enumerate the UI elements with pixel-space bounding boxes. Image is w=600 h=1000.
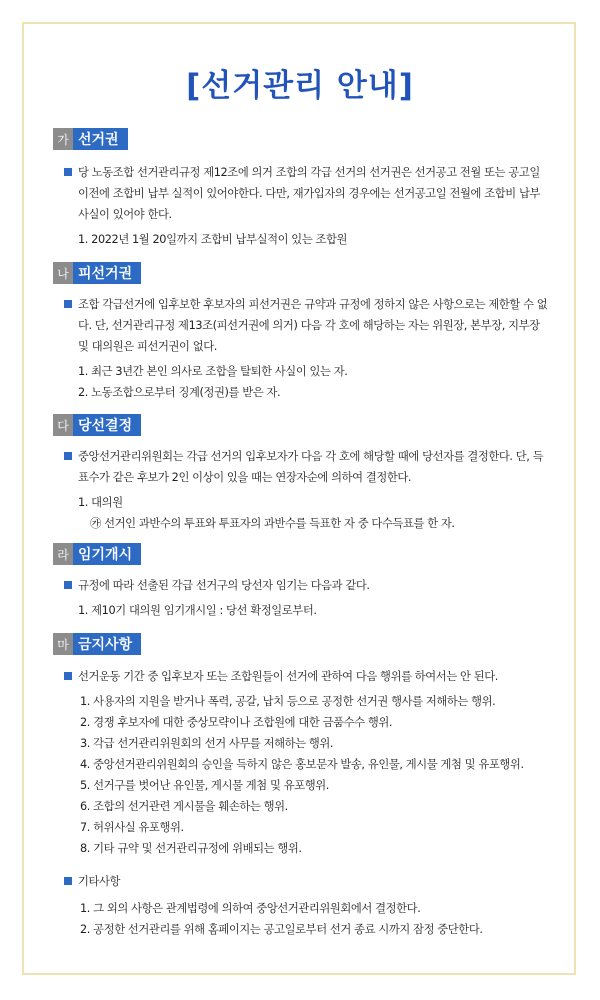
- item-list: [64, 492, 552, 534]
- section-letter: 가: [53, 128, 73, 150]
- section-title: 피선거권: [73, 262, 141, 284]
- list-item: 2. 노동조합으로부터 징계(정권)를 받은 자.: [78, 386, 281, 399]
- list-item: 7. 허위사실 유포행위.: [80, 821, 184, 834]
- section-header-candidacy-right: [53, 262, 141, 284]
- section-body-voting-right: [64, 162, 552, 250]
- section-letter: 나: [53, 262, 73, 284]
- bullet-text: 조합 각급선거에 입후보한 후보자의 피선거권은 규약과 규정에 정하지 않은 사항으로는 제한할 수 없다. 단, 선거관리규정 제13조(피선거권에 의거) 다음 각 호에 해당하는 자는 위원장, 본부장, 지부장 및 대의원은 피선거권이 없다.: [64, 294, 552, 357]
- list-item: 4. 중앙선거관리위원회의 승인을 득하지 않은 홍보문자 발송, 유인물, 게시물 게첨 및 유포행위.: [80, 758, 524, 771]
- section-letter: 다: [53, 414, 73, 436]
- list-item: 1. 2022년 1월 20일까지 조합비 납부실적이 있는 조합원: [78, 233, 348, 246]
- list-item: 2. 경쟁 후보자에 대한 중상모략이나 조합원에 대한 금품수수 행위.: [80, 716, 393, 729]
- item-list: [64, 691, 552, 859]
- section-header-voting-right: [53, 128, 128, 150]
- section-body-election-decision: [64, 446, 552, 534]
- section-letter: 라: [53, 543, 73, 565]
- section-body-prohibitions: [64, 666, 552, 940]
- section-body-term-start: [64, 575, 552, 621]
- list-item: 1. 제10기 대의원 임기개시일 : 당선 확정일로부터.: [78, 604, 317, 617]
- list-item: 6. 조합의 선거관련 게시물을 훼손하는 행위.: [80, 800, 288, 813]
- list-item: 1. 그 외의 사항은 관계법령에 의하여 중앙선거관리위원회에서 결정한다.: [80, 902, 421, 915]
- page-title: [선거관리 안내]: [186, 68, 414, 104]
- list-item: 2. 공정한 선거관리를 위해 홈페이지는 공고일로부터 선거 종료 시까지 잠정 중단한다.: [80, 923, 483, 936]
- section-header-term-start: [53, 543, 141, 565]
- list-item: 1. 사용자의 지원을 받거나 폭력, 공갈, 납치 등으로 공정한 선거권 행사를 저해하는 행위.: [80, 695, 496, 708]
- section-header-election-decision: [53, 414, 141, 436]
- section-title: 선거권: [73, 128, 128, 150]
- section-title: 임기개시: [73, 543, 141, 565]
- item-list: [64, 600, 552, 621]
- bullet-text-misc: 기타사항: [64, 871, 552, 892]
- bullet-text: 선거운동 기간 중 입후보자 또는 조합원들이 선거에 관하여 다음 행위를 하여서는 안 된다.: [64, 666, 552, 687]
- section-title: 당선결정: [73, 414, 141, 436]
- bullet-text: 규정에 따라 선출된 각급 선거구의 당선자 임기는 다음과 같다.: [64, 575, 552, 596]
- list-item: 5. 선거구를 벗어난 유인물, 게시물 게첨 및 유포행위.: [80, 779, 329, 792]
- bullet-text: 당 노동조합 선거관리규정 제12조에 의거 조합의 각급 선거의 선거권은 선거공고 전월 또는 공고일 이전에 조합비 납부 실적이 있어야한다. 다만, 재가입자의 경우에는 선거공고일 전월에 조합비 납부 사실이 있어야 한다.: [64, 162, 552, 225]
- section-title: 금지사항: [73, 633, 141, 655]
- sub-list-item: ㉮ 선거인 과반수의 투표와 투표자의 과반수를 득표한 자 중 다수득표를 한 자.: [90, 517, 455, 530]
- bullet-text: 중앙선거관리위원회는 각급 선거의 입후보자가 다음 각 호에 해당할 때에 당선자를 결정한다. 단, 득표수가 같은 후보가 2인 이상이 있을 때는 연장자순에 의하여 결정한다.: [64, 446, 552, 488]
- section-letter: 마: [53, 633, 73, 655]
- section-header-prohibitions: [53, 633, 141, 655]
- list-item: 1. 대의원: [78, 496, 123, 509]
- list-item: 1. 최근 3년간 본인 의사로 조합을 탈퇴한 사실이 있는 자.: [78, 365, 348, 378]
- section-body-candidacy-right: [64, 294, 552, 403]
- list-item: 3. 각급 선거관리위원회의 선거 사무를 저해하는 행위.: [80, 737, 334, 750]
- item-list-misc: [64, 898, 552, 940]
- item-list: [64, 361, 552, 403]
- item-list: [64, 229, 552, 250]
- list-item: 8. 기타 규약 및 선거관리규정에 위배되는 행위.: [80, 842, 302, 855]
